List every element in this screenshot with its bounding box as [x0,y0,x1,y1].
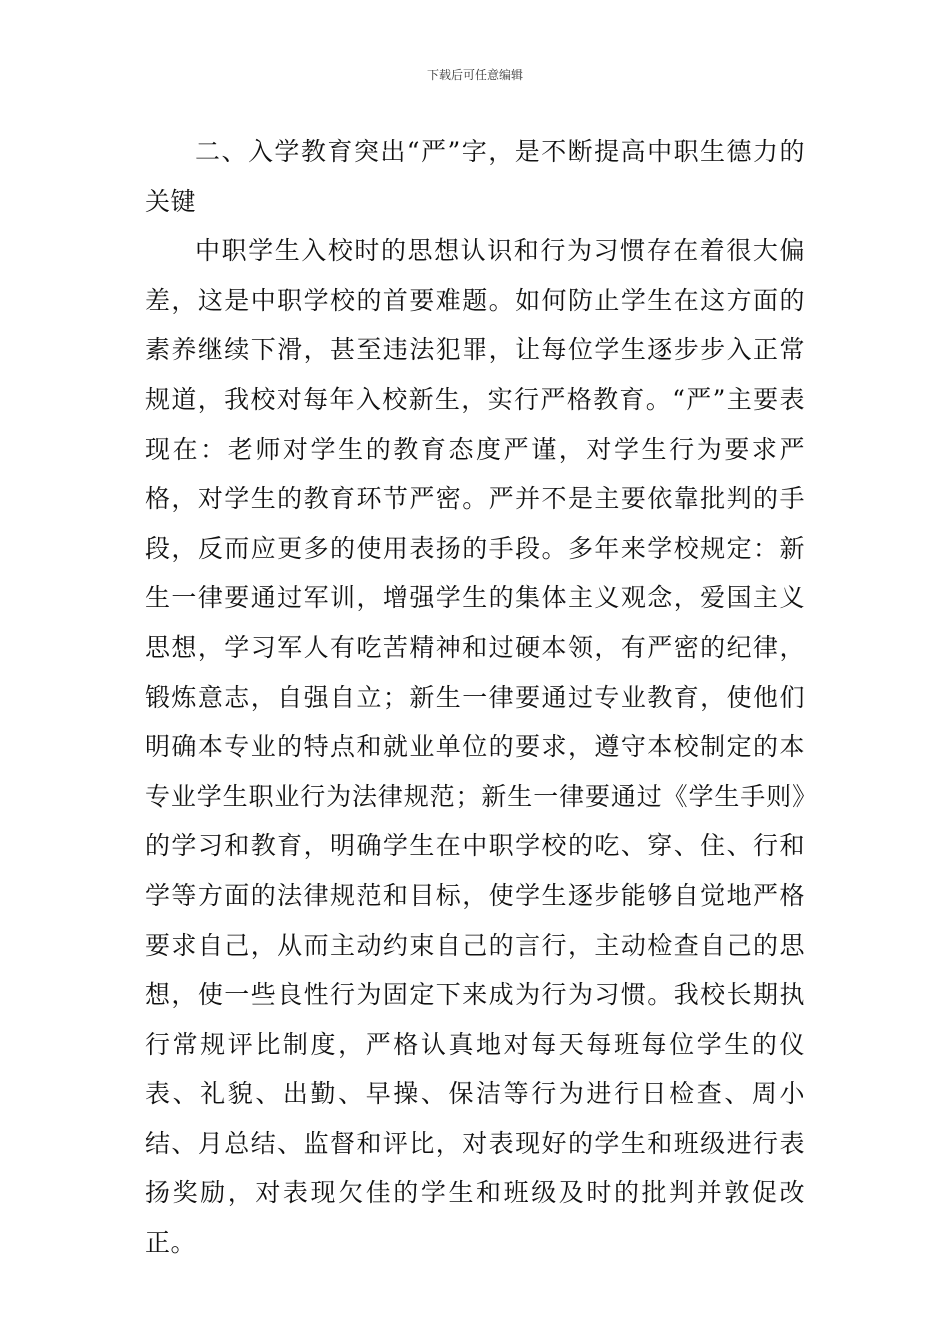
section-heading: 二、入学教育突出“严”字，是不断提高中职生德力的关键 [145,137,805,216]
document-body [145,127,805,1268]
body-paragraph: 中职学生入校时的思想认识和行为习惯存在着很大偏差，这是中职学校的首要难题。如何防止学生在这方面的素养继续下滑，甚至违法犯罪，让每位学生逐步步入正常规道，我校对每年入校新生，实行严格教育。“严”主要表现在：老师对学生的教育态度严谨，对学生行为要求严格，对学生的教育环节严密。严并不是主要依靠批判的手段，反而应更多的使用表扬的手段。多年来学校规定：新生一律要通过军训，增强学生的集体主义观念，爱国主义思想，学习军人有吃苦精神和过硬本领，有严密的纪律，锻炼意志，自强自立；新生一律要通过专业教育，使他们明确本专业的特点和就业单位的要求，遵守本校制定的本专业学生职业行为法律规范；新生一律要通过《学生手则》的学习和教育，明确学生在中职学校的吃、穿、住、行和学等方面的法律规范和目标，使学生逐步能够自觉地严格要求自己，从而主动约束自己的言行，主动检查自己的思想，使一些良性行为固定下来成为行为习惯。我校长期执行常规评比制度，严格认真地对每天每班每位学生的仪表、礼貌、出勤、早操、保洁等行为进行日检查、周小结、月总结、监督和评比，对表现好的学生和班级进行表扬奖励，对表现欠佳的学生和班级及时的批判并敦促改正。 [145,236,805,1258]
page-header-note: 下载后可任意编辑 [426,68,523,82]
